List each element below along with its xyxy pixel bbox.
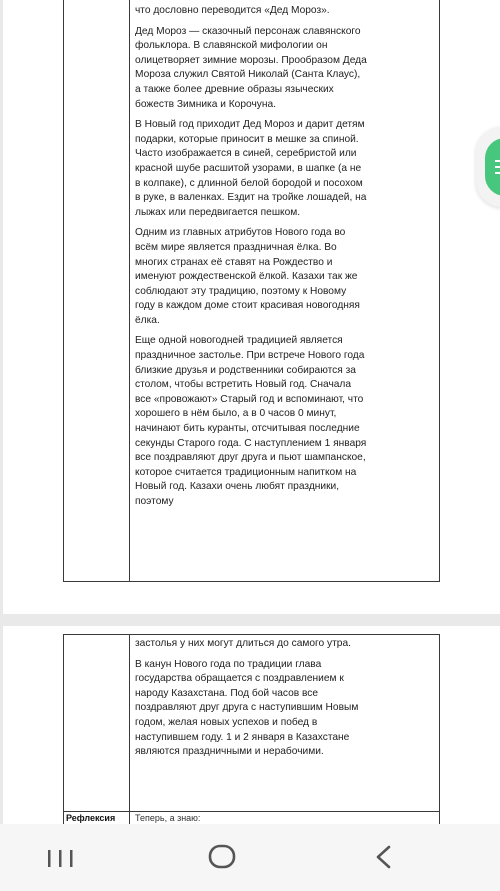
back-button[interactable] bbox=[354, 842, 414, 872]
content-cell bbox=[135, 637, 367, 766]
side-menu-icon-bar bbox=[495, 160, 500, 162]
lesson-table bbox=[63, 634, 440, 825]
paragraph: Дед Мороз — сказочный персонаж славянского фольклора. В славянской мифологии он олицетворяет зимние морозы. Прообразом Деда Мороза служил Святой Николай (Санта Клаус), а также более древние образы языческих божеств Зимника и Корочуна. bbox=[135, 25, 367, 110]
side-menu-icon bbox=[485, 138, 500, 196]
paragraph: Одним из главных атрибутов Нового года во всём мире является праздничная ёлка. Во многих странах её ставят на Рождество и именуют рождественской ёлкой. Казахи так же соблюдают эту традицию, поэтому к Новому году в каждом доме стоит красивая новогодняя ёлка. bbox=[135, 227, 360, 326]
side-menu-icon-bar bbox=[495, 172, 500, 174]
back-icon bbox=[354, 842, 414, 872]
column-divider bbox=[129, 635, 130, 825]
recents-icon bbox=[30, 842, 90, 872]
side-menu-button[interactable] bbox=[476, 127, 500, 207]
column-divider bbox=[129, 0, 130, 581]
paragraph: что дословно переводится «Дед Мороз». bbox=[135, 5, 330, 16]
document-page-1 bbox=[3, 0, 500, 614]
system-navigation-bar bbox=[0, 824, 500, 891]
paragraph: Еще одной новогодней традицией является праздничное застолье. При встрече Нового года близкие друзья и родственники собираются за столом, чтобы встретить Новый год. Сначала все «провожают» Старый год и вспоминают, что хорошего в нём было, а в 0 часов 0 минут, начинают бить куранты, отсчитывая последние секунды Старого года. С наступлением 1 января все поздравляют друг друга и пьют шампанское, которое считается традиционным напитком на Новый год. Казахи очень любят праздники, поэтому bbox=[135, 335, 367, 507]
side-menu-icon-bar bbox=[495, 166, 500, 168]
home-icon bbox=[192, 842, 252, 872]
home-button[interactable] bbox=[192, 842, 252, 872]
paragraph: В канун Нового года по традиции глава государства обращается с поздравлением к народу Казахстана. Под бой часов все поздравляют друг друга с наступившим Новым годом, желая новых успехов и побед в наступившем году. 1 и 2 января в Казахстане являются праздничными и нерабочими. bbox=[135, 658, 359, 758]
reflection-row-label: Рефлексия bbox=[66, 813, 116, 823]
row-divider bbox=[64, 811, 439, 812]
content-cell bbox=[135, 4, 367, 516]
paragraph: застолья у них могут длиться до самого утра. bbox=[135, 638, 351, 649]
reflection-row-text: Теперь, а знаю: bbox=[135, 813, 201, 823]
lesson-table bbox=[63, 0, 440, 582]
document-page-2 bbox=[3, 626, 500, 824]
recents-button[interactable] bbox=[30, 842, 90, 872]
paragraph: В Новый год приходит Дед Мороз и дарит детям подарки, которые приносит в мешке за спиной. Часто изображается в синей, серебристой или красной шубе расшитой узорами, в шапке (а не в колпаке), с длинной белой бородой и посохом в руке, в валенках. Ездит на тройке лошадей, на лыжах или передвигается пешком. bbox=[135, 119, 367, 218]
